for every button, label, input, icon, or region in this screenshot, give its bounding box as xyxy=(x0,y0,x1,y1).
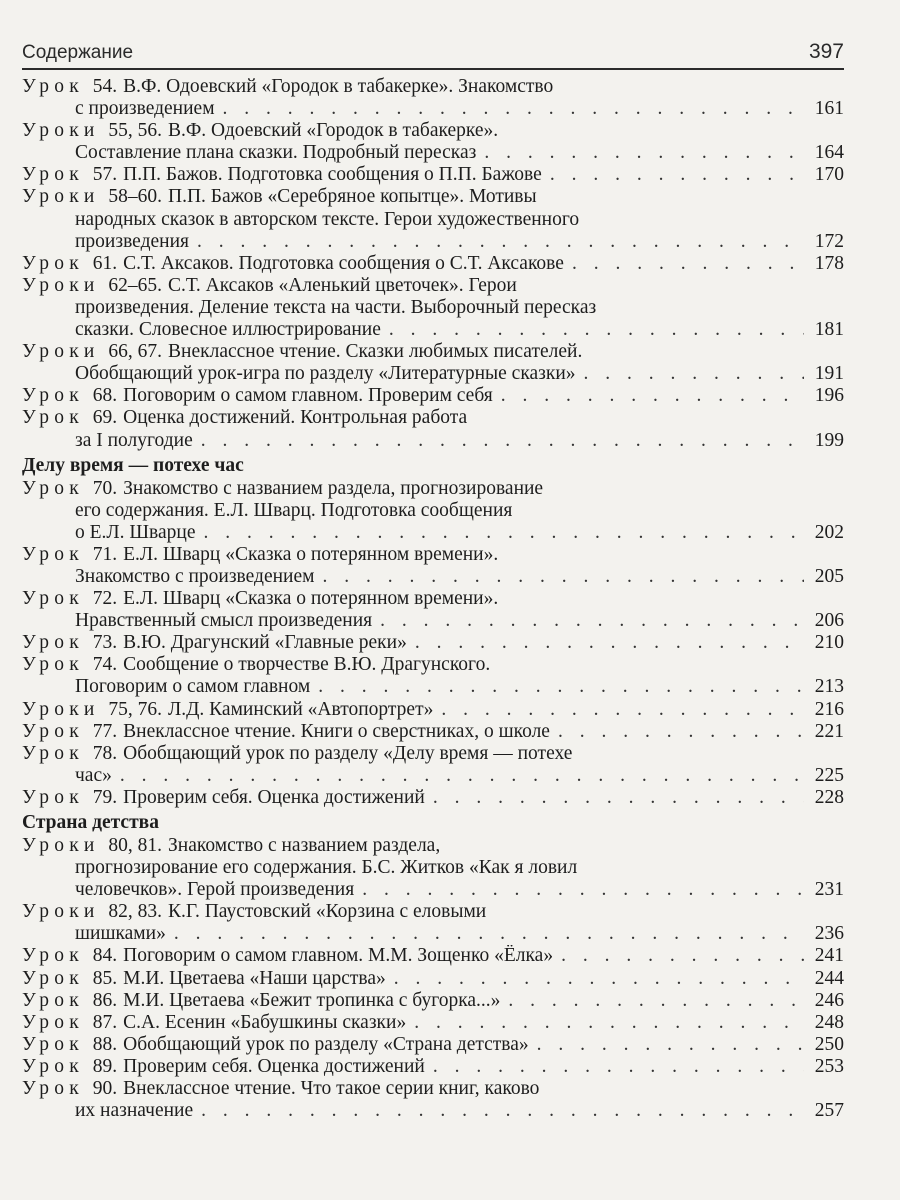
lesson-number: 70. xyxy=(92,477,118,499)
entry-text: прогнозирование его содержания. Б.С. Житков «Как я ловил xyxy=(75,857,578,879)
entry-text-wrap xyxy=(75,363,576,385)
entry-text-wrap xyxy=(22,945,553,967)
entry-text: К.Г. Паустовский «Корзина с еловыми xyxy=(168,901,487,923)
lesson-number: 89. xyxy=(92,1055,118,1077)
page-ref: 172 xyxy=(814,230,844,252)
page-ref: 216 xyxy=(814,698,844,720)
entry-line xyxy=(22,1100,844,1122)
entry-text-wrap xyxy=(75,430,193,452)
lesson-label: Урок xyxy=(22,1033,84,1055)
entry-line xyxy=(22,164,844,186)
entry-text: С.А. Есенин «Бабушкины сказки» xyxy=(123,1011,407,1033)
entry-line xyxy=(22,879,844,901)
toc-entry xyxy=(22,787,844,809)
dot-leader xyxy=(572,253,804,275)
entry-line xyxy=(22,676,844,698)
page-ref: 196 xyxy=(814,385,844,407)
page-ref: 246 xyxy=(814,989,844,1011)
entry-text-wrap xyxy=(22,1034,529,1056)
lesson-number: 80, 81. xyxy=(108,835,163,856)
entry-text: Е.Л. Шварц «Сказка о потерянном времени». xyxy=(123,588,499,610)
toc-entry xyxy=(22,407,844,451)
lesson-number: 71. xyxy=(92,543,118,565)
page-ref: 221 xyxy=(814,720,844,742)
page-ref: 191 xyxy=(814,363,844,385)
lesson-number: 88. xyxy=(92,1033,118,1055)
entry-line xyxy=(22,209,844,231)
dot-leader xyxy=(322,566,804,588)
page-ref: 257 xyxy=(814,1100,844,1122)
lesson-number: 78. xyxy=(92,742,118,764)
entry-text: Оценка достижений. Контрольная работа xyxy=(123,407,468,429)
page-ref: 161 xyxy=(814,98,844,120)
entry-text: М.И. Цветаева «Бежит тропинка с бугорка...» xyxy=(123,989,501,1011)
lesson-number: 58–60. xyxy=(108,186,163,208)
page-ref: 253 xyxy=(814,1055,844,1077)
lesson-label: Урок xyxy=(22,1078,84,1100)
entry-text-wrap xyxy=(75,1100,193,1122)
entry-line xyxy=(22,363,844,385)
dot-leader xyxy=(362,879,804,901)
dot-leader xyxy=(558,721,804,743)
dot-leader xyxy=(550,164,804,186)
entry-text: о Е.Л. Шварце xyxy=(75,521,196,543)
lesson-number: 87. xyxy=(92,1011,118,1033)
entry-text-wrap xyxy=(22,632,407,654)
entry-text: Проверим себя. Оценка достижений xyxy=(123,1055,425,1077)
entry-text-wrap xyxy=(75,98,215,120)
dot-leader xyxy=(197,231,804,253)
entry-line xyxy=(22,923,844,945)
lesson-number: 61. xyxy=(92,252,118,274)
lesson-label: Уроки xyxy=(22,835,100,856)
entry-text: Внеклассное чтение. Что такое серии книг, каково xyxy=(123,1078,540,1100)
entry-text: Составление плана сказки. Подробный пересказ xyxy=(75,142,477,164)
entry-line xyxy=(22,743,844,765)
lesson-label: Уроки xyxy=(22,698,100,720)
lesson-number: 77. xyxy=(92,720,118,742)
lesson-label: Урок xyxy=(22,989,84,1011)
lesson-label: Урок xyxy=(22,654,84,676)
entry-text: Внеклассное чтение. Книги о сверстниках, о школе xyxy=(123,720,550,742)
entry-text: за I полугодие xyxy=(75,429,193,451)
lesson-number: 54. xyxy=(92,76,118,97)
entry-text-wrap xyxy=(75,319,381,341)
dot-leader xyxy=(204,522,804,544)
entry-line xyxy=(22,478,844,500)
lesson-number: 74. xyxy=(92,654,118,676)
toc-entry xyxy=(22,186,844,252)
entry-line xyxy=(22,699,844,721)
entry-line xyxy=(22,407,844,429)
entry-text: с произведением xyxy=(75,98,215,120)
entry-text-wrap xyxy=(22,164,542,186)
entry-text-wrap xyxy=(22,1056,425,1078)
dot-leader xyxy=(441,699,804,721)
entry-text: час» xyxy=(75,764,112,786)
entry-line xyxy=(22,319,844,341)
entry-text-wrap xyxy=(75,566,314,588)
lesson-number: 82, 83. xyxy=(108,901,163,923)
entry-text-wrap xyxy=(22,968,386,990)
entry-line xyxy=(22,588,844,610)
lesson-label: Урок xyxy=(22,632,84,654)
entry-text-wrap xyxy=(75,879,354,901)
entry-line xyxy=(22,721,844,743)
toc-entry xyxy=(22,341,844,385)
entry-line xyxy=(22,990,844,1012)
entry-line xyxy=(22,98,844,120)
lesson-number: 57. xyxy=(92,164,118,186)
lesson-number: 66, 67. xyxy=(108,341,163,363)
entry-text: человечков». Герой произведения xyxy=(75,879,355,901)
entry-line xyxy=(22,632,844,654)
lesson-label: Урок xyxy=(22,252,84,274)
lesson-label: Уроки xyxy=(22,120,100,142)
entry-text: шишками» xyxy=(75,923,166,945)
entry-text: Знакомство с названием раздела, прогнозирование xyxy=(123,477,544,499)
dot-leader xyxy=(380,610,804,632)
entry-text-wrap xyxy=(22,787,425,809)
page-ref: 199 xyxy=(814,429,844,451)
page-ref: 202 xyxy=(814,521,844,543)
entry-text: Обобщающий урок по разделу «Страна детства» xyxy=(123,1033,529,1055)
toc-entry xyxy=(22,1056,844,1078)
header-rule xyxy=(22,68,844,70)
dot-leader xyxy=(484,142,804,164)
entry-text: В.Ю. Драгунский «Главные реки» xyxy=(123,632,407,654)
dot-leader xyxy=(415,632,804,654)
entry-line xyxy=(22,945,844,967)
entry-text: Внеклассное чтение. Сказки любимых писателей. xyxy=(168,341,583,363)
dot-leader xyxy=(201,1100,804,1122)
page-ref: 210 xyxy=(814,632,844,654)
lesson-label: Урок xyxy=(22,385,84,407)
entry-line xyxy=(22,522,844,544)
entry-line xyxy=(22,1056,844,1078)
lesson-number: 79. xyxy=(92,786,118,808)
lesson-number: 75, 76. xyxy=(108,698,163,720)
lesson-label: Урок xyxy=(22,1055,84,1077)
entry-line xyxy=(22,901,844,923)
dot-leader xyxy=(414,1012,804,1034)
entry-text-wrap xyxy=(75,610,372,632)
entry-text-wrap xyxy=(22,721,550,743)
entry-text: Л.Д. Каминский «Автопортрет» xyxy=(168,698,434,720)
lesson-label: Урок xyxy=(22,1011,84,1033)
entry-text-wrap xyxy=(22,1012,406,1034)
lesson-label: Уроки xyxy=(22,341,100,363)
dot-leader xyxy=(201,430,804,452)
page-ref: 206 xyxy=(814,610,844,632)
entry-line xyxy=(22,968,844,990)
entry-line xyxy=(22,385,844,407)
toc-entry xyxy=(22,76,844,120)
toc-entry xyxy=(22,743,844,787)
dot-leader xyxy=(174,923,804,945)
toc-entry xyxy=(22,588,844,632)
page-ref: 181 xyxy=(814,319,844,341)
toc-entry xyxy=(22,945,844,967)
dot-leader xyxy=(584,363,804,385)
entry-line xyxy=(22,1012,844,1034)
entry-text-wrap xyxy=(22,385,493,407)
lesson-label: Урок xyxy=(22,588,84,610)
lesson-label: Урок xyxy=(22,945,84,967)
page-ref: 225 xyxy=(814,764,844,786)
toc-entry xyxy=(22,478,844,544)
dot-leader xyxy=(561,945,804,967)
entry-line xyxy=(22,835,844,857)
lesson-number: 73. xyxy=(92,632,118,654)
toc-entry xyxy=(22,544,844,588)
page-ref: 241 xyxy=(814,945,844,967)
entry-line xyxy=(22,120,844,142)
lesson-label: Урок xyxy=(22,786,84,808)
toc-entry xyxy=(22,901,844,945)
entry-line xyxy=(22,787,844,809)
entry-text-wrap xyxy=(75,765,112,787)
toc-entry xyxy=(22,654,844,698)
page-ref: 205 xyxy=(814,565,844,587)
toc-entry xyxy=(22,721,844,743)
entry-line xyxy=(22,186,844,208)
lesson-number: 62–65. xyxy=(108,274,163,296)
entry-text: В.Ф. Одоевский «Городок в табакерке». Знакомство xyxy=(123,76,554,97)
table-of-contents xyxy=(22,76,844,1122)
toc-entry xyxy=(22,990,844,1012)
dot-leader xyxy=(433,1056,804,1078)
lesson-number: 85. xyxy=(92,967,118,989)
entry-text: Знакомство с произведением xyxy=(75,565,315,587)
entry-text: Обобщающий урок-игра по разделу «Литературные сказки» xyxy=(75,363,576,385)
entry-line xyxy=(22,341,844,363)
entry-line xyxy=(22,500,844,522)
section-heading: Делу время — потехе час xyxy=(22,454,244,476)
entry-text: Проверим себя. Оценка достижений xyxy=(123,786,425,808)
entry-line xyxy=(22,231,844,253)
lesson-label: Урок xyxy=(22,742,84,764)
page-ref: 178 xyxy=(814,252,844,274)
toc-entry xyxy=(22,385,844,407)
entry-text-wrap xyxy=(75,522,196,544)
lesson-label: Уроки xyxy=(22,186,100,208)
entry-text: его содержания. Е.Л. Шварц. Подготовка сообщения xyxy=(75,499,513,521)
entry-text: Поговорим о самом главном. Проверим себя xyxy=(123,385,493,407)
entry-text: их назначение xyxy=(75,1100,194,1122)
entry-line xyxy=(22,275,844,297)
section-heading: Страна детства xyxy=(22,812,159,833)
page-ref: 228 xyxy=(814,786,844,808)
entry-text: произведения. Деление текста на части. Выборочный пересказ xyxy=(75,296,597,318)
page-ref: 231 xyxy=(814,879,844,901)
entry-text: В.Ф. Одоевский «Городок в табакерке». xyxy=(168,120,499,142)
entry-text-wrap xyxy=(22,699,433,721)
entry-line xyxy=(22,430,844,452)
lesson-label: Урок xyxy=(22,407,84,429)
entry-line xyxy=(22,544,844,566)
entry-text: Обобщающий урок по разделу «Делу время — потехе xyxy=(123,742,573,764)
entry-text-wrap xyxy=(75,676,310,698)
entry-line xyxy=(22,610,844,632)
toc-entry xyxy=(22,968,844,990)
entry-text: сказки. Словесное иллюстрирование xyxy=(75,319,381,341)
lesson-label: Уроки xyxy=(22,901,100,923)
entry-text-wrap xyxy=(22,253,564,275)
toc-entry xyxy=(22,1078,844,1122)
lesson-label: Урок xyxy=(22,720,84,742)
lesson-label: Урок xyxy=(22,164,84,186)
lesson-number: 84. xyxy=(92,945,118,967)
entry-text: произведения xyxy=(75,230,189,252)
toc-entry xyxy=(22,632,844,654)
page-ref: 250 xyxy=(814,1033,844,1055)
lesson-label: Уроки xyxy=(22,274,100,296)
toc-entry xyxy=(22,253,844,275)
toc-entry xyxy=(22,120,844,164)
entry-line xyxy=(22,253,844,275)
entry-line xyxy=(22,765,844,787)
toc-entry xyxy=(22,1034,844,1056)
entry-text: Знакомство с названием раздела, xyxy=(168,835,441,856)
lesson-label: Урок xyxy=(22,477,84,499)
lesson-number: 68. xyxy=(92,385,118,407)
lesson-number: 86. xyxy=(92,989,118,1011)
toc-entry xyxy=(22,1012,844,1034)
lesson-number: 90. xyxy=(92,1078,118,1100)
entry-text: Е.Л. Шварц «Сказка о потерянном времени». xyxy=(123,543,499,565)
page-ref: 248 xyxy=(814,1011,844,1033)
entry-text: П.П. Бажов. Подготовка сообщения о П.П. Бажове xyxy=(123,164,542,186)
entry-line xyxy=(22,654,844,676)
entry-line xyxy=(22,76,844,98)
dot-leader xyxy=(433,787,804,809)
toc-entry xyxy=(22,164,844,186)
entry-line xyxy=(22,566,844,588)
page-ref: 244 xyxy=(814,967,844,989)
entry-line xyxy=(22,142,844,164)
entry-text: Поговорим о самом главном xyxy=(75,676,311,698)
toc-entry xyxy=(22,835,844,901)
dot-leader xyxy=(318,676,804,698)
entry-line xyxy=(22,297,844,319)
entry-text-wrap xyxy=(75,142,476,164)
dot-leader xyxy=(389,319,804,341)
entry-line xyxy=(22,1078,844,1100)
entry-text: Сообщение о творчестве В.Ю. Драгунского. xyxy=(123,654,491,676)
entry-text: С.Т. Аксаков. Подготовка сообщения о С.Т. Аксакове xyxy=(123,252,564,274)
entry-text-wrap xyxy=(75,231,189,253)
entry-text: П.П. Бажов «Серебряное копытце». Мотивы xyxy=(168,186,537,208)
page-header xyxy=(22,40,844,66)
dot-leader xyxy=(501,385,804,407)
entry-text-wrap xyxy=(75,923,166,945)
dot-leader xyxy=(508,990,804,1012)
lesson-number: 55, 56. xyxy=(108,120,163,142)
page-ref: 170 xyxy=(814,164,844,186)
lesson-label: Урок xyxy=(22,76,84,97)
running-title: Содержание xyxy=(22,42,134,63)
entry-text: народных сказок в авторском тексте. Герои художественного xyxy=(75,208,580,230)
page-ref: 164 xyxy=(814,142,844,164)
entry-text: С.Т. Аксаков «Аленький цветочек». Герои xyxy=(168,274,517,296)
entry-text-wrap xyxy=(22,990,500,1012)
dot-leader xyxy=(394,968,804,990)
entry-line xyxy=(22,857,844,879)
page-ref: 236 xyxy=(814,923,844,945)
entry-text: М.И. Цветаева «Наши царства» xyxy=(123,967,386,989)
page-number: 397 xyxy=(808,40,844,63)
dot-leader xyxy=(120,765,804,787)
dot-leader xyxy=(223,98,804,120)
lesson-label: Урок xyxy=(22,967,84,989)
toc-entry xyxy=(22,699,844,721)
page-ref: 213 xyxy=(814,676,844,698)
toc-entry xyxy=(22,275,844,341)
lesson-number: 72. xyxy=(92,588,118,610)
entry-line xyxy=(22,1034,844,1056)
entry-text: Поговорим о самом главном. М.М. Зощенко «Ёлка» xyxy=(123,945,554,967)
dot-leader xyxy=(537,1034,804,1056)
entry-text: Нравственный смысл произведения xyxy=(75,610,373,632)
lesson-number: 69. xyxy=(92,407,118,429)
lesson-label: Урок xyxy=(22,543,84,565)
